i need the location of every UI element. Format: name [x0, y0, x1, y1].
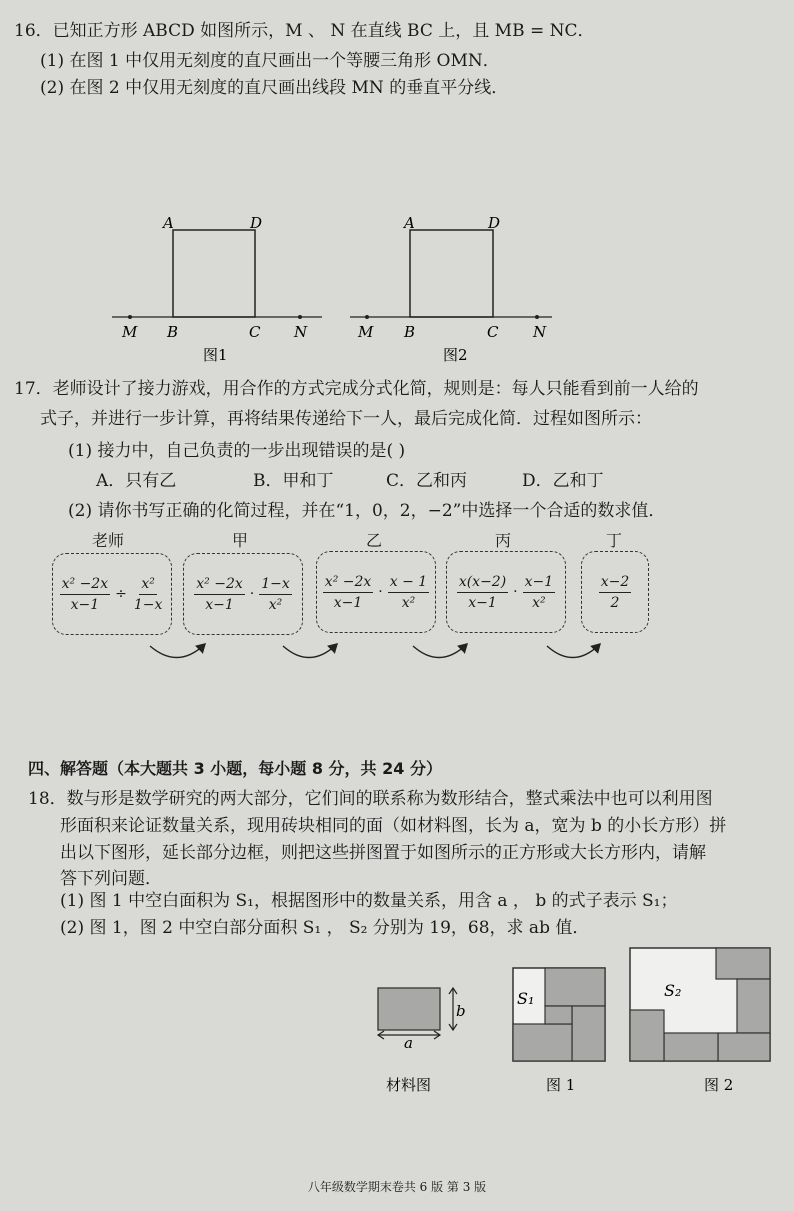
q18-line2: 形面积来论证数量关系，现用砖块相同的面（如材料图，长为 a，宽为 b 的小长方形）拼 — [60, 816, 727, 836]
relay-box-yi — [316, 551, 436, 633]
relay-box-teacher — [52, 553, 172, 635]
fig2-label-A: A — [404, 214, 415, 232]
q17-part2: (2) 请你书写正确的化简过程，并在“1，0，2，−2”中选择一个合适的数求值． — [68, 501, 666, 521]
q17-choice-b: B．甲和丁 — [253, 471, 334, 491]
fig1-label-C: C — [249, 323, 261, 341]
q18-figures — [0, 940, 794, 1110]
ding-num: x−2 — [599, 574, 632, 593]
yi-op: · — [378, 584, 383, 600]
fig2-label-C: C — [487, 323, 499, 341]
bing-den1: x−1 — [468, 594, 497, 611]
bing-den2: x² — [532, 594, 546, 611]
relay-name-teacher: 老师 — [92, 531, 125, 550]
jia-den1: x−1 — [205, 596, 234, 613]
teacher-op: ÷ — [115, 586, 127, 602]
material-label-b: b — [456, 1002, 466, 1020]
q17-line2: 式子，并进行一步计算，再将结果传递给下一人，最后完成化简．过程如图所示： — [40, 409, 652, 429]
jia-num1: x² −2x — [194, 576, 245, 595]
relay-name-ding: 丁 — [606, 531, 623, 550]
fig2-label-s2: S₂ — [664, 981, 682, 1000]
jia-den2: x² — [268, 596, 283, 613]
yi-den1: x−1 — [333, 594, 363, 611]
teacher-num2: x² — [139, 576, 157, 595]
fig2-caption: 图2 — [443, 346, 468, 364]
fig2-label-D: D — [488, 214, 501, 232]
material-caption: 材料图 — [386, 1076, 432, 1094]
q18-line4: 答下列问题． — [60, 869, 162, 889]
fig2-label-B: B — [404, 323, 416, 341]
page-footer: 八年级数学期末卷共 6 版 第 3 版 — [307, 1180, 487, 1194]
q18-fig1-caption: 图 1 — [546, 1076, 576, 1094]
q17-choice-c: C．乙和丙 — [386, 471, 468, 491]
yi-den2: x² — [401, 594, 416, 611]
arrow-3 — [413, 644, 467, 658]
fig1-label-A: A — [163, 214, 174, 232]
fig1-label-M: M — [122, 323, 138, 341]
fig1-label-N: N — [294, 323, 308, 341]
relay-box-jia — [183, 553, 303, 635]
q16-figures — [0, 200, 794, 370]
q17-choice-a: A．只有乙 — [96, 471, 177, 491]
q18-fig2-caption: 图 2 — [704, 1076, 734, 1094]
arrow-2 — [283, 644, 337, 658]
teacher-num1: x² −2x — [60, 576, 111, 595]
fig1-label-s1: S₁ — [517, 989, 535, 1008]
material-label-a: a — [404, 1034, 413, 1052]
teacher-den1: x−1 — [70, 596, 100, 613]
q16-part1: (1) 在图 1 中仅用无刻度的直尺画出一个等腰三角形 OMN． — [40, 51, 500, 71]
relay-name-yi: 乙 — [366, 531, 383, 550]
q17-line1: 17．老师设计了接力游戏，用合作的方式完成分式化简，规则是：每人只能看到前一人给的 — [14, 379, 699, 399]
q16-stem: 16．已知正方形 ABCD 如图所示，M 、 N 在直线 BC 上，且 MB = NC． — [14, 21, 595, 41]
fig1-caption: 图1 — [203, 346, 228, 364]
relay-box-ding — [581, 551, 649, 633]
jia-num2: 1−x — [259, 576, 292, 595]
bing-op: · — [513, 584, 518, 600]
fig1-label-B: B — [167, 323, 179, 341]
fig1-label-D: D — [250, 214, 263, 232]
arrow-1 — [150, 644, 205, 658]
q18-line1: 18．数与形是数学研究的两大部分，它们间的联系称为数形结合，整式乘法中也可以利用图 — [28, 789, 713, 809]
q18-line3: 出以下图形，延长部分边框，则把这些拼图置于如图所示的正方形或大长方形内，请解 — [60, 843, 706, 863]
fig2-label-M: M — [358, 323, 374, 341]
q18-part2: (2) 图 1，图 2 中空白部分面积 S₁ ， S₂ 分别为 19，68，求 ab 值． — [60, 918, 590, 938]
q18-part1: (1) 图 1 中空白面积为 S₁，根据图形中的数量关系，用含 a ， b 的式子表示 S₁； — [60, 891, 678, 911]
jia-op: · — [249, 586, 255, 602]
q16-part2: (2) 在图 2 中仅用无刻度的直尺画出线段 MN 的垂直平分线． — [40, 78, 509, 98]
teacher-den2: 1−x — [133, 596, 163, 613]
relay-name-bing: 丙 — [495, 531, 512, 550]
fig2-label-N: N — [533, 323, 547, 341]
yi-num2: x − 1 — [388, 574, 429, 593]
section4-heading: 四、解答题（本大题共 3 小题，每小题 8 分，共 24 分） — [28, 759, 442, 778]
yi-num1: x² −2x — [323, 574, 374, 593]
arrow-4 — [547, 644, 600, 658]
q17-choice-d: D．乙和丁 — [522, 471, 604, 491]
relay-box-bing — [446, 551, 566, 633]
ding-den: 2 — [610, 594, 620, 611]
q17-part1: (1) 接力中，自己负责的一步出现错误的是( ) — [68, 441, 406, 461]
bing-num2: x−1 — [523, 574, 556, 593]
relay-name-jia: 甲 — [232, 531, 249, 550]
bing-num1: x(x−2) — [457, 574, 508, 593]
relay-arrows — [0, 630, 794, 670]
